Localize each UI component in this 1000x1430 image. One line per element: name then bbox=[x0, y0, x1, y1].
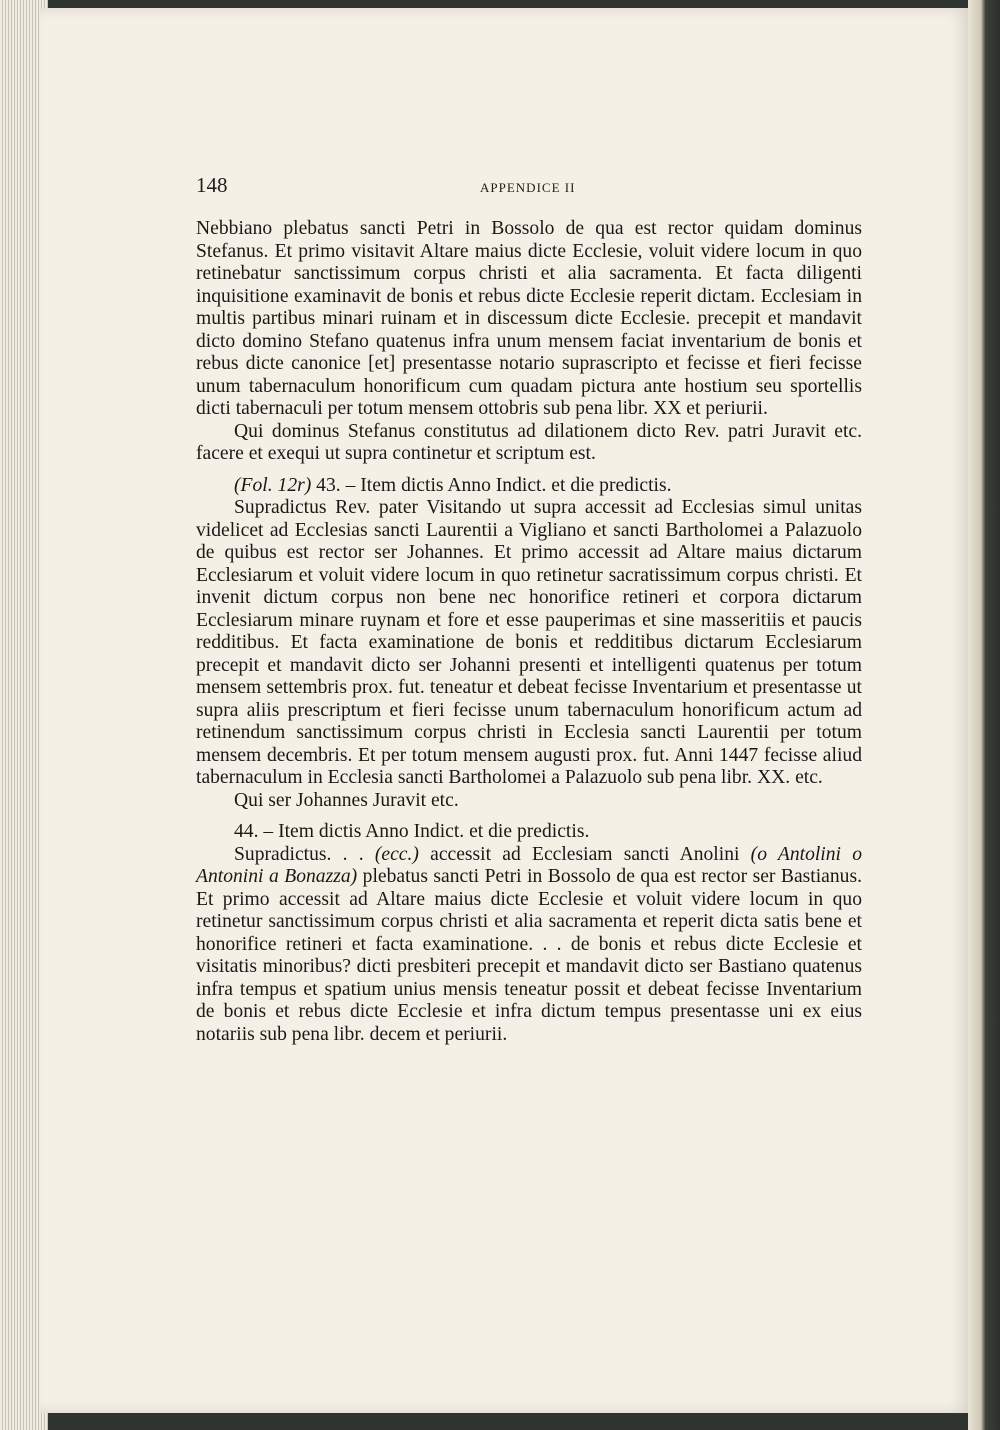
entry-43-heading bbox=[196, 475, 862, 498]
paragraph-text: Nebbiano plebatus sancti Petri in Bossolo de qua est rector quidam dominus Stefanus. Et primo visitavit Altare maius dicte Ecclesie, voluit videre locum in quo retinebatur sanctissimum corpus christi et alia sacramenta. Et facta diligenti inquisitione examinavit de bonis et rebus dicte Ecclesie reperit dictam. Ecclesiam in multis partibus minari ruinam et in discessum dicte Ecclesie. precepit et mandavit dicto domino Stefano quatenus infra unum mensem faciat inventarium de bonis et rebus dicte canonice [et] presentasse notario suprascripto et fecisse et fieri fecisse unum tabernaculum honorificum cum quadam pictura ante hostium seu sportellis dicti tabernaculi per totum mensem ottobris sub pena libr. XX et periurii. bbox=[196, 218, 862, 419]
entry-44-heading bbox=[196, 821, 862, 844]
paragraph-text: Qui ser Johannes Juravit etc. bbox=[234, 789, 459, 811]
paragraph-text: 43. – Item dictis Anno Indict. et die predictis. bbox=[311, 474, 672, 496]
paragraph-text: Supradictus. . . bbox=[234, 843, 375, 865]
paragraph-text: 44. – Item dictis Anno Indict. et die predictis. bbox=[234, 821, 590, 842]
body-text bbox=[196, 218, 862, 1046]
paragraph-visit-vigliano bbox=[196, 497, 862, 790]
page-number: 148 bbox=[196, 173, 228, 197]
paragraph-visit-anolini bbox=[196, 844, 862, 1047]
binding-edge bbox=[968, 0, 1000, 1430]
paragraph-text: plebatus sancti Petri in Bossolo de qua est rector ser Bastianus. Et primo accessit ad Altare maius dicte Ecclesie et voluit videre locum in quo retinetur sanctissimum corpus christi et alia sacramenta et reperit dicta satis bene et honorifice retineri et facta examinatione. . . de bonis et rebus dicte Ecclesie et visitatis minoribus? dicti presbiteri precepit et mandavit dicto ser Bastiano quatenus infra tempus et spatium unius mensis teneatur possit et debeat fecisse Inventarium de bonis et rebus dicte Ecclesie et infra dictum tempus presentasse uni ex eius notariis sub pena libr. decem et periurii. bbox=[196, 866, 862, 1045]
page-header bbox=[196, 173, 862, 203]
running-head: APPENDICE II bbox=[480, 180, 576, 195]
editorial-note: (ecc.) bbox=[374, 843, 419, 865]
folio-reference: (Fol. 12r) bbox=[234, 474, 312, 496]
paragraph-text: Qui dominus Stefanus constitutus ad dilationem dicto Rev. patri Juravit etc. facere et exequi ut supra continetur et scriptum est. bbox=[196, 420, 862, 464]
paragraph-text: Supradictus Rev. pater Visitando ut supra accessit ad Ecclesias simul unitas videlicet ad Ecclesias sancti Laurentii a Vigliano et sancti Bartholomei a Palazuolo de quibus est rector ser Johannes. Et primo accessit ad Altare maius dictarum Ecclesiarum et voluit videre locum in quo retinetur sacratissimum corpus christi. Et invenit dictum corpus non bene nec honorifice retineri et corpora dictarum Ecclesiarum minare ruynam et fore et esse pauperimas et sine masseritiis et paucis redditibus. Et facta examinatione de bonis et redditibus dictarum Ecclesiarum precepit et mandavit dicto ser Johanni presenti et intelligenti quatenus per totum mensem settembris prox. fut. teneatur et debeat fecisse Inventarium et presentasse ut supra aliis prescriptum et fieri fecisse unum tabernaculum honorificum actum ad retinendum sanctissimum corpus christi in Ecclesia sancti Laurentii per totum mensem decembris. Et per totum mensem augusti prox. fut. Anni 1447 fecisse aliud tabernaculum in Ecclesia sancti Bartholomei a Palazuolo sub pena libr. XX. etc. bbox=[196, 497, 862, 788]
editorial-note: (o Antolini o Antonini a Bonazza) bbox=[196, 843, 863, 887]
paragraph-oath-stefanus bbox=[196, 421, 862, 466]
paragraph-oath-johannes bbox=[196, 790, 862, 813]
paragraph-nebbiano bbox=[196, 218, 862, 421]
paragraph-text: accessit ad Ecclesiam sancti Anolini bbox=[418, 843, 751, 865]
